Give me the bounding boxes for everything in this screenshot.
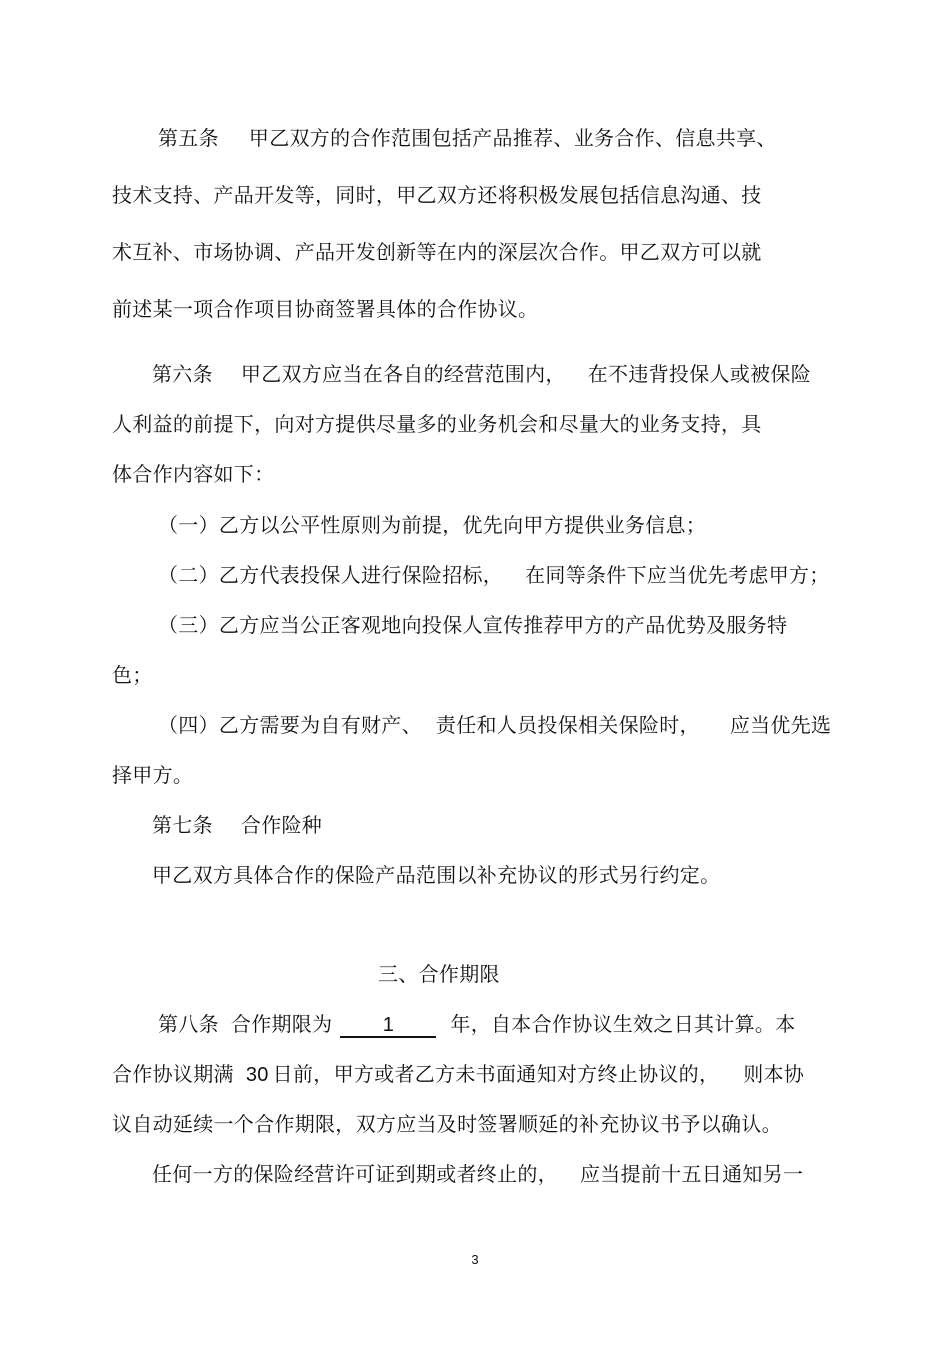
article5-line2: 技术支持、产品开发等，同时，甲乙双方还将积极发展包括信息沟通、技	[112, 183, 762, 207]
section-heading: 三、合作期限	[378, 962, 500, 986]
article6-line3: 体合作内容如下：	[112, 462, 275, 486]
article7-heading: 第七条 合作险种	[152, 813, 323, 837]
notice-days: 30	[245, 1064, 269, 1086]
article6-item3-line2: 色；	[112, 663, 153, 687]
article5-label: 第五条	[158, 126, 219, 150]
article8-line1: 第八条 合作期限为 1 年，自本合作协议生效之日其计算。本	[158, 1012, 796, 1036]
article6-item4-line2: 择甲方。	[112, 763, 194, 787]
article7-label: 第七条	[152, 813, 213, 837]
article5-line3: 术互补、市场协调、产品开发创新等在内的深层次合作。甲乙双方可以就	[112, 240, 762, 264]
article6-item1: （一）乙方以公平性原则为前提，优先向甲方提供业务信息；	[158, 513, 707, 537]
article6-label: 第六条	[152, 362, 213, 386]
article5-line1: 第五条 甲乙双方的合作范围包括产品推荐、业务合作、信息共享、	[158, 126, 777, 150]
article8-line2: 合作协议期满 30 日前，甲方或者乙方未书面通知对方终止协议的， 则本协	[112, 1062, 805, 1086]
page-number: 3	[471, 1252, 479, 1267]
article6-line1: 第六条 甲乙双方应当在各自的经营范围内， 在不违背投保人或被保险	[152, 362, 812, 386]
article7-text: 甲乙双方具体合作的保险产品范围以补充协议的形式另行约定。	[152, 863, 721, 887]
article8-line3: 议自动延续一个合作期限，双方应当及时签署顺延的补充协议书予以确认。	[112, 1112, 782, 1136]
article6-item3-line1: （三）乙方应当公正客观地向投保人宣传推荐甲方的产品优势及服务特	[158, 613, 788, 637]
term-years-field: 1	[340, 1014, 436, 1038]
article8-label: 第八条	[158, 1012, 219, 1036]
article6-line2: 人利益的前提下，向对方提供尽量多的业务机会和尽量大的业务支持，具	[112, 412, 762, 436]
article8-line4: 任何一方的保险经营许可证到期或者终止的， 应当提前十五日通知另一	[152, 1162, 804, 1186]
article6-item4-line1: （四）乙方需要为自有财产、 责任和人员投保相关保险时， 应当优先选	[158, 713, 832, 737]
article5-line4: 前述某一项合作项目协商签署具体的合作协议。	[112, 297, 539, 321]
article6-item2: （二）乙方代表投保人进行保险招标， 在同等条件下应当优先考虑甲方；	[158, 563, 830, 587]
